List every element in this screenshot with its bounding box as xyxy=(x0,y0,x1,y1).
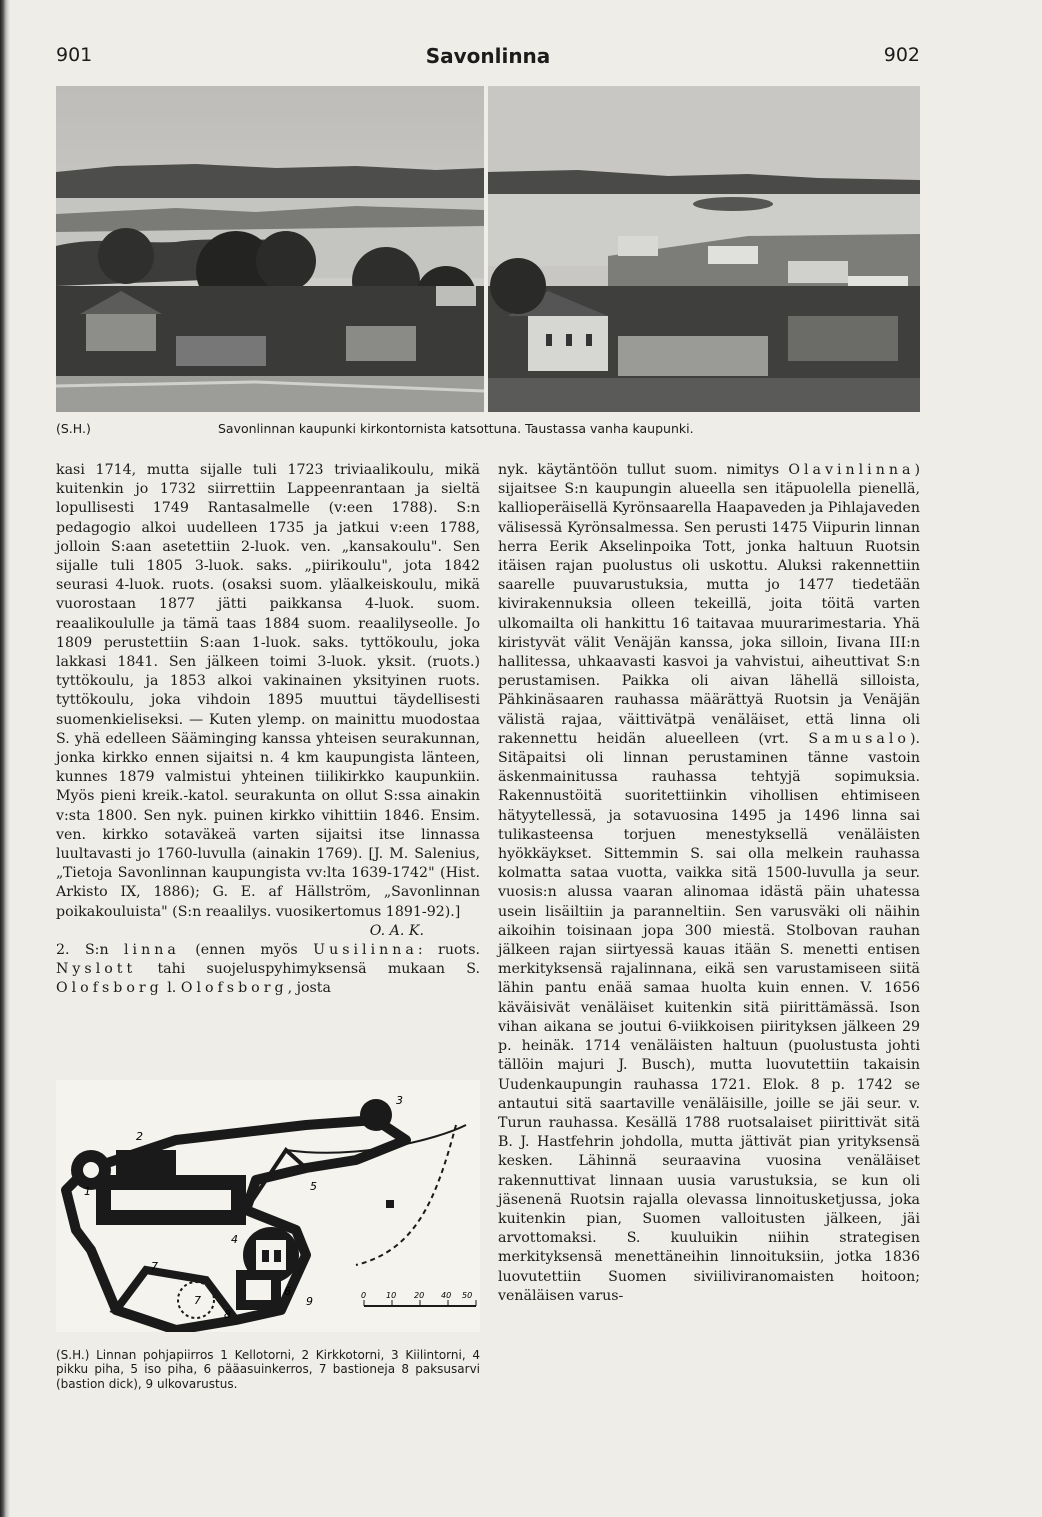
left-paragraph-2 xyxy=(56,941,480,999)
author-signature: O. A. K. xyxy=(369,922,424,939)
photo-caption-text: Savonlinnan kaupunki kirkontornista katsottuna. Taustassa vanha kaupunki. xyxy=(218,421,694,436)
section2-text-4: l. xyxy=(167,980,177,997)
right-paragraph xyxy=(498,461,920,1306)
plan-label-1: 1 xyxy=(84,1185,91,1198)
section2-text-2: : ruots. xyxy=(417,942,481,959)
section2-number: 2. S:n xyxy=(56,942,109,959)
right-word-samusalo: Samusalo xyxy=(808,730,910,747)
photo-right-old-town xyxy=(488,86,920,412)
left-text-column xyxy=(56,461,480,999)
section2-word-uusilinna: Uusilinna xyxy=(313,942,418,959)
photo-caption xyxy=(56,421,920,441)
right-text-1: nyk. käytäntöön tullut suom. nimitys xyxy=(498,462,780,478)
scale-label-40: 40 xyxy=(441,1291,452,1300)
scale-label-20: 20 xyxy=(414,1291,425,1300)
right-word-olavinlinna: Olavinlinna xyxy=(788,462,915,478)
plan-label-7a: 7 xyxy=(151,1260,158,1273)
section2-text-1: (ennen myös xyxy=(195,942,298,959)
left-paragraph-1: kasi 1714, mutta sijalle tuli 1723 triviaalikoulu, mikä kuitenkin jo 1732 siirrettiin Lappeenrantaan ja sieltä lopullisesti 1749 Rantasalmelle (v:een 1788). S:n pedagogio alkoi uudelleen 1735 ja jatkui v:een 1788, jolloin S:aan asetettiin 2-luok. ven. „kansakoulu". Sen sijalle tuli 1805 3-luok. saks. „piirikoulu", jota 1842 seurasi 4-luok. ruots. (osaksi suom. yläalkeiskoulu, mikä vuorostaan 1877 jätti paikkansa 4-luok. suom. reaalikoululle ja tämä taas 1884 suom. reaalilyseolle. Jo 1809 perustettiin S:aan 1-luok. saks. tyttökoulu, joka lakkasi 1841. Sen jälkeen toimi 3-luok. yksit. (ruots.) tyttökoulu, ja 1853 alkoi vakinainen yksityinen ruots. tyttökoulu, joka vihdoin 1895 muuttui täydellisesti suomenkieliseksi. — Kuten ylemp. on mainittu muodostaa S. yhä edelleen Sääminging kanssa yhteisen seurakunnan, jonka kirkko ennen sijaitsi n. 4 km kaupungista länteen, kunnes 1879 valmistui yhteinen tiilikirkko kaupunkiin. Myös pieni kreik.-katol. seurakunta on ollut S:ssa ainakin v:sta 1800. Sen nyk. puinen kirkko vihittiin 1846. Ensim. ven. kirkko sotaväkeä varten sijaitsi itse linnassa luultavasti jo 1760-luvulla (ainakin 1769). [J. M. Salenius, „Tietoja Savonlinnan kaupungista vv:lta 1639-1742" (Hist. Arkisto IX, 1886); G. E. af Hällström, „Savonlinnan poikakouluista" (S:n reaalilys. vuosikertomus 1891-92).] xyxy=(56,462,480,920)
photo-left-town-view xyxy=(56,86,484,412)
right-text-column xyxy=(498,461,920,1306)
scale-label-10: 10 xyxy=(386,1291,397,1300)
plan-label-2: 2 xyxy=(136,1130,143,1143)
photo-caption-source: (S.H.) xyxy=(56,421,91,436)
right-text-2: ) sijaitsee S:n kaupungin alueella sen itäpuolella pienellä, kallioperäisellä Kyrönsaarella Haapaveden ja Pihlajaveden välisessä Kyrönsalmessa. Sen perusti 1475 Viipurin linnan herra Eerik Akselinpoika Tott, jonka haltuun Ruotsin itäisen rajan puolustus oli uskottu. Aluksi rakennettiin saarelle puuvarustuksia, mutta jo 1477 tiedetään kivirakennuksia olleen tekeillä, joita töitä varten ulkomailta oli hankittu 16 taitavaa muurarimestaria. Yhä kiristyvät välit Venäjän kanssa, joka silloin, Iivana III:n hallitessa, uhkaavasti kasvoi ja vahvistui, aiheuttivat S:n perustamisen. Paikka oli aivan lähellä silloista, Pähkinäsaaren rauhassa määrättyä Ruotsin ja Venäjän välistä rajaa, väittivätpä venäläiset, että linna oli rakennettu heidän alueelleen (vrt. xyxy=(498,462,920,747)
plan-label-6: 6 xyxy=(284,1285,291,1298)
plan-label-4: 4 xyxy=(231,1233,238,1246)
page-number-right: 902 xyxy=(883,44,920,66)
castle-ground-plan xyxy=(56,1080,480,1332)
scale-label-50: 50 xyxy=(462,1291,473,1300)
plan-label-7b: 7 xyxy=(194,1294,201,1307)
running-title: Savonlinna xyxy=(425,44,551,68)
plan-caption: (S.H.) Linnan pohjapiirros 1 Kellotorni, 2 Kirkkotorni, 3 Kiilintorni, 4 pikku piha, 5 iso piha, 6 pääasuinkerros, 7 bastioneja 8 paksusarvi (bastion dick), 9 ulkovarustus. xyxy=(56,1348,480,1391)
plan-label-8: 8 xyxy=(224,1308,231,1321)
section2-text-5: , josta xyxy=(287,980,331,997)
section2-word-nyslott: Nyslott xyxy=(56,961,137,978)
page-header xyxy=(56,44,920,74)
section2-word-olofsborg-1: Olofsborg xyxy=(56,980,163,997)
section2-text-3: tahi suojeluspyhimyksensä mukaan S. xyxy=(157,961,481,978)
plan-label-9: 9 xyxy=(306,1295,313,1308)
page-number-left: 901 xyxy=(56,44,93,66)
plan-label-3: 3 xyxy=(396,1094,403,1107)
right-text-3: ). Sitäpaitsi oli linnan perustaminen tänne vastoin äskenmainitussa rauhassa tehtyjä sopimuksia. Rakennustöitä suoritettiinkin vihollisen ehtimiseen hätyytellessä, ja sotavuosina 1495 ja 1496 linna sai tulikasteensa torjuen menestyksellä venäläisten hyökkäykset. Sittemmin S. sai olla melkein rauhassa kolmatta sataa vuotta, vaikka sitä 1500-luvulla ja seur. vuosis:n alussa vaaran alinomaa idästä päin uhatessa usein lisäiltiin ja paranneltiin. Sen varusväki oli näihin aikoihin toisinaan jopa 300 miestä. Stolbovan rauhan jälkeen rajan siirtyessä kauas itään S. menetti entisen merkityksensä rajalinnana, eikä sen varustamiseen siitä lähin pantu enää samaa huolta kuin ennen. V. 1656 käväisivät venäläiset kuitenkin sitä piirittämässä. Ison vihan aikana se joutui 6-viikkoisen piirityksen jälkeen 29 p. heinäk. 1714 venäläisten haltuun (puolustusta johti tällöin majuri J. Busch), mutta luovutettiin takaisin Uudenkaupungin rauhassa 1721. Elok. 8 p. 1742 se antautui sitä saartaville venäläisille, joille se jäi seur. v. Turun rauhassa. Kesällä 1788 ruotsalaiset piirittivät sitä B. J. Hastfehrin johdolla, mutta jättivät pian yrityksensä kesken. Lähinnä seuraavina vuosina venäläiset rakennuttivat linnaan uusia varustuksia, se kun oli jäsenenä Ruotsin rajalla olevassa linnoitusketjussa, joka kuitenkin pian, Suomen valloitusten jälkeen, jäi arvottomaksi. S. kuuluikin niihin strategisen merkityksensä menettäneihin linnoituksiin, jotka 1836 luovutettiin Suomen siviiliviranomaisten hoitoon; venäläisen varus- xyxy=(498,730,920,1304)
section2-word-olofsborg-2: Olofsborg xyxy=(180,980,288,997)
page-binding-edge xyxy=(0,0,10,1517)
scale-label-0: 0 xyxy=(361,1291,367,1300)
plan-label-5: 5 xyxy=(310,1180,317,1193)
section2-word-linna: linna xyxy=(124,942,180,959)
